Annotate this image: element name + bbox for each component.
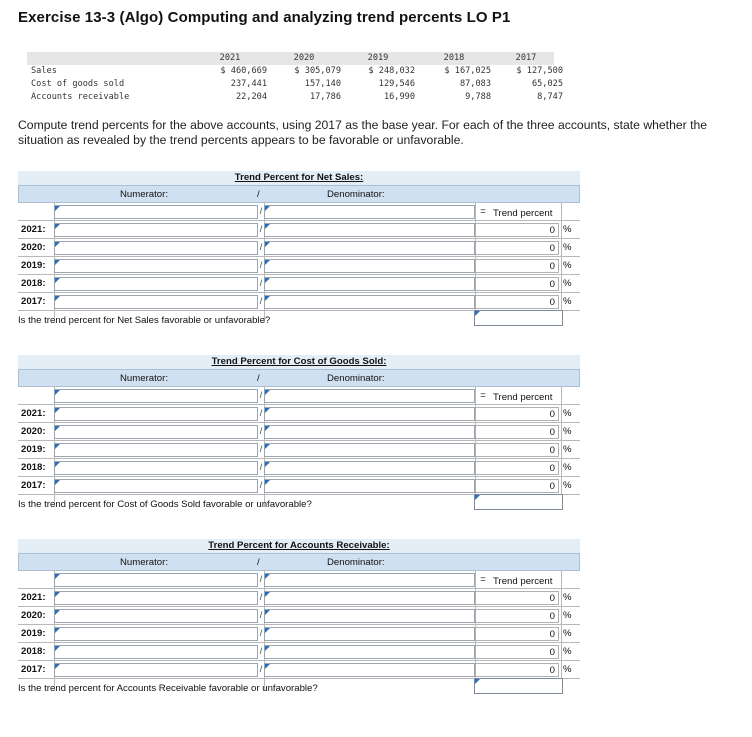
percent-sign: % (563, 462, 572, 473)
favorability-dropdown[interactable] (474, 678, 563, 694)
divide-sign: / (259, 664, 263, 674)
trend-percent-result (475, 259, 559, 273)
table-row (27, 78, 563, 91)
divide-sign: / (259, 592, 263, 602)
value-cell: 87,083 (459, 79, 491, 89)
dropdown-indicator-icon (265, 444, 270, 449)
dropdown-indicator-icon (55, 242, 60, 247)
numerator-input[interactable] (54, 663, 258, 677)
value-cell: $ 167,025 (444, 66, 491, 76)
year-row (18, 643, 580, 661)
trend-panel-cogs (18, 355, 580, 515)
percent-sign: % (563, 664, 572, 675)
year-label: 2021: (21, 224, 46, 235)
dropdown-indicator-icon (475, 495, 480, 500)
divide-sign: / (259, 408, 263, 418)
numerator-input[interactable] (54, 205, 258, 219)
trend-percent-result (475, 443, 559, 457)
numerator-label: Numerator: (120, 373, 168, 384)
panel-title: Trend Percent for Accounts Receivable: (18, 539, 580, 553)
numerator-input[interactable] (54, 295, 258, 309)
divide-sign: / (257, 373, 260, 384)
trend-percent-result (475, 609, 559, 623)
numerator-input[interactable] (54, 223, 258, 237)
label-row (18, 203, 580, 221)
numerator-input[interactable] (54, 443, 258, 457)
dropdown-indicator-icon (265, 296, 270, 301)
year-row (18, 257, 580, 275)
year-header: 2021 (219, 53, 241, 63)
divide-sign: / (259, 224, 263, 234)
panel-header-row (18, 369, 580, 387)
trend-percent-value: 0 (549, 463, 555, 474)
equals-sign: = (480, 574, 486, 585)
dropdown-indicator-icon (265, 592, 270, 597)
year-row (18, 239, 580, 257)
percent-sign: % (563, 224, 572, 235)
year-label: 2020: (21, 610, 46, 621)
value-cell: 237,441 (230, 79, 267, 89)
year-row (18, 275, 580, 293)
numerator-input[interactable] (54, 425, 258, 439)
year-row (18, 441, 580, 459)
year-row (18, 423, 580, 441)
numerator-input[interactable] (54, 591, 258, 605)
year-header: 2020 (293, 53, 315, 63)
trend-percent-value: 0 (549, 243, 555, 254)
denominator-input[interactable] (264, 389, 475, 403)
divide-sign: / (259, 480, 263, 490)
trend-percent-label: Trend percent (493, 208, 553, 219)
dropdown-indicator-icon (265, 206, 270, 211)
dropdown-indicator-icon (265, 610, 270, 615)
dropdown-indicator-icon (265, 278, 270, 283)
dropdown-indicator-icon (55, 278, 60, 283)
numerator-input[interactable] (54, 645, 258, 659)
trend-percent-value: 0 (549, 261, 555, 272)
trend-panel-accounts-receivable (18, 539, 580, 699)
numerator-input[interactable] (54, 277, 258, 291)
denominator-input[interactable] (264, 241, 475, 255)
panel-header-row (18, 185, 580, 203)
numerator-label: Numerator: (120, 557, 168, 568)
year-row (18, 405, 580, 423)
year-label: 2020: (21, 426, 46, 437)
trend-percent-label: Trend percent (493, 576, 553, 587)
divide-sign: / (259, 628, 263, 638)
denominator-input[interactable] (264, 259, 475, 273)
instructions-text: Compute trend percents for the above accounts, using 2017 as the base year. For each of the three accounts, state whether the situation as revealed by the trend percents appears to be favorable or unfavorable. (18, 118, 708, 147)
year-row (18, 221, 580, 239)
divide-sign: / (257, 557, 260, 568)
trend-percent-result (475, 663, 559, 677)
numerator-input[interactable] (54, 573, 258, 587)
dropdown-indicator-icon (55, 408, 60, 413)
favorability-dropdown[interactable] (474, 310, 563, 326)
divide-sign: / (259, 296, 263, 306)
value-cell: $ 127,500 (516, 66, 563, 76)
year-row (18, 661, 580, 679)
numerator-input[interactable] (54, 259, 258, 273)
dropdown-indicator-icon (55, 610, 60, 615)
percent-sign: % (563, 426, 572, 437)
trend-percent-result (475, 479, 559, 493)
row-label: Cost of goods sold (31, 79, 125, 89)
year-row (18, 589, 580, 607)
denominator-input[interactable] (264, 663, 475, 677)
value-cell: 22,204 (235, 92, 267, 102)
trend-percent-result (475, 461, 559, 475)
exercise-title: Exercise 13-3 (Algo) Computing and analyzing trend percents LO P1 (18, 9, 511, 26)
trend-percent-result (475, 295, 559, 309)
percent-sign: % (563, 480, 572, 491)
table-row (27, 65, 563, 78)
trend-percent-result (475, 627, 559, 641)
percent-sign: % (563, 260, 572, 271)
year-header: 2019 (367, 53, 389, 63)
divide-sign: / (259, 242, 263, 252)
year-row (18, 477, 580, 495)
trend-percent-value: 0 (549, 445, 555, 456)
year-label: 2021: (21, 592, 46, 603)
year-label: 2021: (21, 408, 46, 419)
trend-percent-result (475, 645, 559, 659)
account-data-table (27, 52, 563, 104)
dropdown-indicator-icon (265, 646, 270, 651)
year-label: 2018: (21, 278, 46, 289)
value-cell: $ 305,079 (294, 66, 341, 76)
trend-percent-value: 0 (549, 629, 555, 640)
dropdown-indicator-icon (55, 664, 60, 669)
denominator-input[interactable] (264, 205, 475, 219)
dropdown-indicator-icon (475, 679, 480, 684)
year-label: 2019: (21, 628, 46, 639)
panel-title: Trend Percent for Net Sales: (18, 171, 580, 185)
equals-sign: = (480, 390, 486, 401)
favorability-question: Is the trend percent for Cost of Goods Sold favorable or unfavorable? (18, 499, 312, 510)
dropdown-indicator-icon (55, 390, 60, 395)
dropdown-indicator-icon (265, 408, 270, 413)
trend-percent-result (475, 591, 559, 605)
value-cell: 16,990 (383, 92, 415, 102)
year-label: 2019: (21, 444, 46, 455)
trend-percent-value: 0 (549, 593, 555, 604)
percent-sign: % (563, 646, 572, 657)
value-cell: 9,788 (465, 92, 491, 102)
dropdown-indicator-icon (55, 480, 60, 485)
divide-sign: / (259, 260, 263, 270)
trend-percent-value: 0 (549, 481, 555, 492)
denominator-input[interactable] (264, 277, 475, 291)
dropdown-indicator-icon (265, 664, 270, 669)
numerator-label: Numerator: (120, 189, 168, 200)
divide-sign: / (259, 278, 263, 288)
denominator-input[interactable] (264, 627, 475, 641)
year-label: 2017: (21, 480, 46, 491)
percent-sign: % (563, 278, 572, 289)
dropdown-indicator-icon (55, 444, 60, 449)
label-row (18, 387, 580, 405)
divide-sign: / (259, 426, 263, 436)
year-row (18, 293, 580, 311)
dropdown-indicator-icon (55, 426, 60, 431)
percent-sign: % (563, 592, 572, 603)
percent-sign: % (563, 444, 572, 455)
table-row (27, 91, 563, 104)
dropdown-indicator-icon (265, 224, 270, 229)
trend-percent-value: 0 (549, 225, 555, 236)
dropdown-indicator-icon (55, 260, 60, 265)
divide-sign: / (259, 206, 263, 216)
denominator-input[interactable] (264, 295, 475, 309)
numerator-input[interactable] (54, 609, 258, 623)
dropdown-indicator-icon (55, 296, 60, 301)
divide-sign: / (259, 390, 263, 400)
percent-sign: % (563, 610, 572, 621)
year-label: 2020: (21, 242, 46, 253)
row-label: Accounts receivable (31, 92, 130, 102)
dropdown-indicator-icon (265, 426, 270, 431)
value-cell: 129,546 (378, 79, 415, 89)
trend-percent-result (475, 241, 559, 255)
trend-percent-value: 0 (549, 647, 555, 658)
denominator-input[interactable] (264, 443, 475, 457)
trend-percent-result (475, 223, 559, 237)
dropdown-indicator-icon (265, 574, 270, 579)
denominator-input[interactable] (264, 573, 475, 587)
favorability-question: Is the trend percent for Net Sales favorable or unfavorable? (18, 315, 271, 326)
panel-title: Trend Percent for Cost of Goods Sold: (18, 355, 580, 369)
year-label: 2019: (21, 260, 46, 271)
trend-percent-value: 0 (549, 297, 555, 308)
trend-percent-value: 0 (549, 611, 555, 622)
numerator-input[interactable] (54, 241, 258, 255)
dropdown-indicator-icon (265, 390, 270, 395)
year-header-row (27, 52, 554, 65)
dropdown-indicator-icon (55, 646, 60, 651)
divide-sign: / (259, 646, 263, 656)
year-row (18, 459, 580, 477)
trend-percent-result (475, 407, 559, 421)
equals-sign: = (480, 206, 486, 217)
denominator-label: Denominator: (327, 557, 385, 568)
numerator-input[interactable] (54, 389, 258, 403)
year-label: 2017: (21, 296, 46, 307)
trend-percent-result (475, 425, 559, 439)
divide-sign: / (259, 444, 263, 454)
denominator-label: Denominator: (327, 189, 385, 200)
trend-panel-net-sales (18, 171, 580, 331)
denominator-input[interactable] (264, 461, 475, 475)
dropdown-indicator-icon (55, 592, 60, 597)
divide-sign: / (259, 574, 263, 584)
dropdown-indicator-icon (265, 628, 270, 633)
dropdown-indicator-icon (265, 260, 270, 265)
divide-sign: / (257, 189, 260, 200)
year-label: 2017: (21, 664, 46, 675)
denominator-input[interactable] (264, 645, 475, 659)
value-cell: $ 460,669 (220, 66, 267, 76)
dropdown-indicator-icon (265, 462, 270, 467)
dropdown-indicator-icon (55, 224, 60, 229)
percent-sign: % (563, 296, 572, 307)
percent-sign: % (563, 242, 572, 253)
panel-header-row (18, 553, 580, 571)
denominator-input[interactable] (264, 609, 475, 623)
dropdown-indicator-icon (55, 628, 60, 633)
value-cell: 65,025 (531, 79, 563, 89)
year-row (18, 607, 580, 625)
value-cell: 17,786 (309, 92, 341, 102)
trend-percent-value: 0 (549, 665, 555, 676)
percent-sign: % (563, 408, 572, 419)
denominator-input[interactable] (264, 479, 475, 493)
value-cell: 157,140 (304, 79, 341, 89)
numerator-input[interactable] (54, 461, 258, 475)
numerator-input[interactable] (54, 479, 258, 493)
trend-percent-result (475, 277, 559, 291)
dropdown-indicator-icon (265, 242, 270, 247)
value-cell: 8,747 (537, 92, 563, 102)
trend-percent-value: 0 (549, 427, 555, 438)
percent-sign: % (563, 628, 572, 639)
year-label: 2018: (21, 646, 46, 657)
year-header: 2018 (443, 53, 465, 63)
trend-percent-value: 0 (549, 409, 555, 420)
year-row (18, 625, 580, 643)
trend-percent-value: 0 (549, 279, 555, 290)
dropdown-indicator-icon (475, 311, 480, 316)
dropdown-indicator-icon (55, 574, 60, 579)
year-header: 2017 (515, 53, 537, 63)
dropdown-indicator-icon (55, 206, 60, 211)
numerator-input[interactable] (54, 627, 258, 641)
denominator-input[interactable] (264, 591, 475, 605)
row-label: Sales (31, 66, 57, 76)
value-cell: $ 248,032 (368, 66, 415, 76)
year-label: 2018: (21, 462, 46, 473)
label-row (18, 571, 580, 589)
dropdown-indicator-icon (55, 462, 60, 467)
favorability-dropdown[interactable] (474, 494, 563, 510)
denominator-label: Denominator: (327, 373, 385, 384)
denominator-input[interactable] (264, 223, 475, 237)
denominator-input[interactable] (264, 407, 475, 421)
favorability-question: Is the trend percent for Accounts Receivable favorable or unfavorable? (18, 683, 318, 694)
divide-sign: / (259, 610, 263, 620)
dropdown-indicator-icon (265, 480, 270, 485)
divide-sign: / (259, 462, 263, 472)
trend-percent-label: Trend percent (493, 392, 553, 403)
numerator-input[interactable] (54, 407, 258, 421)
denominator-input[interactable] (264, 425, 475, 439)
